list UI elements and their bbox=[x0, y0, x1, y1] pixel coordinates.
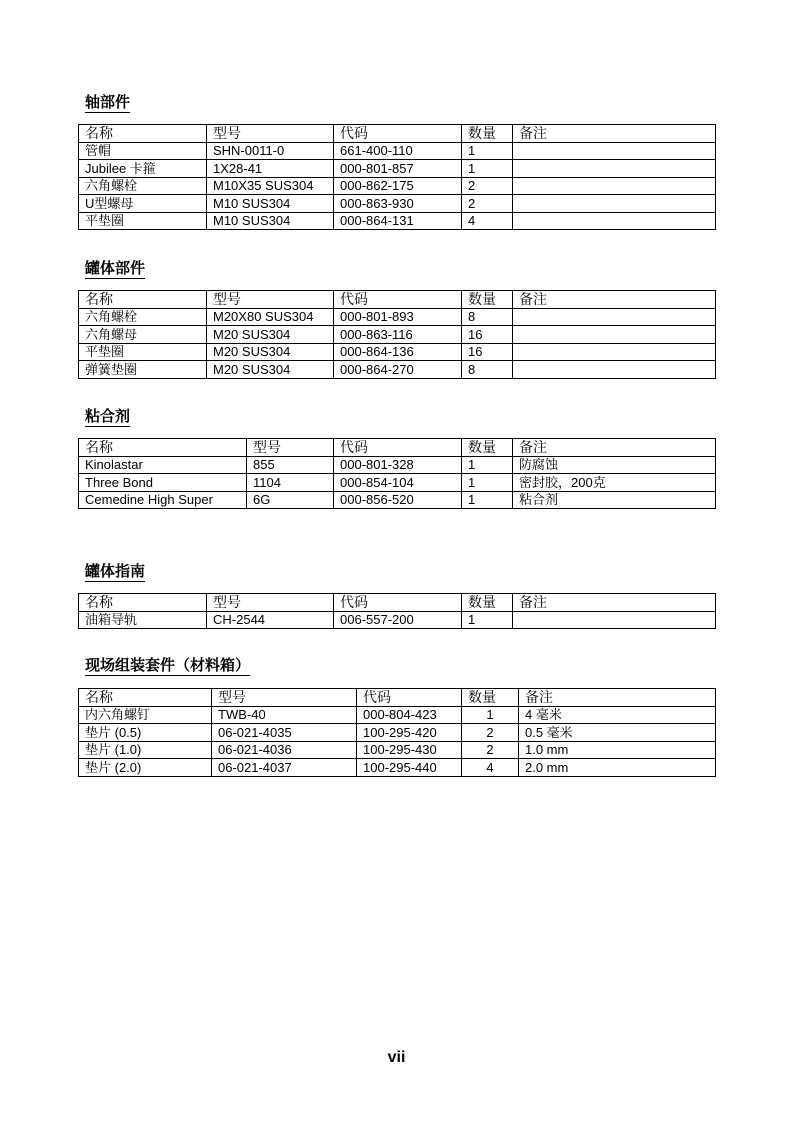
table-row bbox=[79, 706, 716, 724]
cell-model: CH-2544 bbox=[207, 611, 334, 629]
table-row bbox=[79, 456, 716, 474]
cell-remarks bbox=[513, 160, 716, 178]
header-qty: 数量 bbox=[462, 125, 513, 143]
section-title-tank-parts: 罐体部件 bbox=[85, 259, 146, 277]
header-code: 代码 bbox=[334, 439, 462, 457]
cell-code: 000-864-131 bbox=[334, 212, 462, 230]
cell-remarks: 粘合剂 bbox=[513, 491, 716, 509]
header-remarks: 备注 bbox=[513, 439, 716, 457]
header-code: 代码 bbox=[334, 291, 462, 309]
cell-model: 855 bbox=[247, 456, 334, 474]
cell-code: 000-801-893 bbox=[334, 308, 462, 326]
cell-remarks: 防腐蚀 bbox=[513, 456, 716, 474]
cell-qty: 1 bbox=[462, 706, 519, 724]
cell-model: SHN-0011-0 bbox=[207, 142, 334, 160]
section-title-adhesives: 粘合剂 bbox=[85, 407, 131, 425]
header-remarks: 备注 bbox=[513, 125, 716, 143]
cell-model: M20 SUS304 bbox=[207, 343, 334, 361]
cell-code: 000-863-116 bbox=[334, 326, 462, 344]
cell-remarks bbox=[513, 308, 716, 326]
table-row bbox=[79, 195, 716, 213]
cell-code: 661-400-110 bbox=[334, 142, 462, 160]
cell-remarks bbox=[513, 343, 716, 361]
table-row bbox=[79, 212, 716, 230]
header-qty: 数量 bbox=[462, 689, 519, 707]
cell-name: Cemedine High Super bbox=[79, 491, 247, 509]
header-model: 型号 bbox=[207, 291, 334, 309]
cell-code: 006-557-200 bbox=[334, 611, 462, 629]
field-assembly-kit-table bbox=[78, 688, 716, 777]
cell-name: 垫片 (0.5) bbox=[79, 724, 212, 742]
cell-remarks bbox=[513, 611, 716, 629]
cell-qty: 8 bbox=[462, 308, 513, 326]
header-remarks: 备注 bbox=[513, 291, 716, 309]
cell-name: 弹簧垫圈 bbox=[79, 361, 207, 379]
cell-code: 100-295-420 bbox=[357, 724, 462, 742]
tank-parts-table bbox=[78, 290, 716, 379]
cell-model: M10 SUS304 bbox=[207, 195, 334, 213]
table-header-row bbox=[79, 594, 716, 612]
table-row bbox=[79, 491, 716, 509]
cell-name: 垫片 (1.0) bbox=[79, 741, 212, 759]
cell-code: 000-864-136 bbox=[334, 343, 462, 361]
header-qty: 数量 bbox=[462, 439, 513, 457]
cell-model: M10 SUS304 bbox=[207, 212, 334, 230]
header-name: 名称 bbox=[79, 594, 207, 612]
cell-qty: 16 bbox=[462, 326, 513, 344]
table-header-row bbox=[79, 689, 716, 707]
header-model: 型号 bbox=[207, 594, 334, 612]
cell-qty: 2 bbox=[462, 741, 519, 759]
cell-name: 平垫圈 bbox=[79, 343, 207, 361]
adhesives-table bbox=[78, 438, 716, 509]
cell-remarks bbox=[513, 195, 716, 213]
header-code: 代码 bbox=[334, 125, 462, 143]
cell-code: 000-854-104 bbox=[334, 474, 462, 492]
cell-code: 100-295-440 bbox=[357, 759, 462, 777]
cell-model: M20 SUS304 bbox=[207, 326, 334, 344]
table-row bbox=[79, 160, 716, 178]
cell-model: 06-021-4037 bbox=[212, 759, 357, 777]
table-row bbox=[79, 326, 716, 344]
table-row bbox=[79, 759, 716, 777]
section-title-field-assembly-kit: 现场组装套件（材料箱） bbox=[85, 656, 251, 674]
cell-name: 平垫圈 bbox=[79, 212, 207, 230]
cell-name: Jubilee 卡箍 bbox=[79, 160, 207, 178]
cell-model: 6G bbox=[247, 491, 334, 509]
tank-guide-table bbox=[78, 593, 716, 629]
cell-code: 100-295-430 bbox=[357, 741, 462, 759]
page-number: vii bbox=[387, 1049, 406, 1066]
cell-qty: 1 bbox=[462, 474, 513, 492]
cell-qty: 8 bbox=[462, 361, 513, 379]
cell-model: 1X28-41 bbox=[207, 160, 334, 178]
cell-remarks bbox=[513, 326, 716, 344]
cell-remarks: 4 毫米 bbox=[519, 706, 716, 724]
cell-code: 000-804-423 bbox=[357, 706, 462, 724]
header-name: 名称 bbox=[79, 439, 247, 457]
header-model: 型号 bbox=[212, 689, 357, 707]
header-remarks: 备注 bbox=[519, 689, 716, 707]
cell-name: 六角螺栓 bbox=[79, 177, 207, 195]
header-name: 名称 bbox=[79, 125, 207, 143]
cell-code: 000-864-270 bbox=[334, 361, 462, 379]
cell-remarks: 2.0 mm bbox=[519, 759, 716, 777]
cell-qty: 16 bbox=[462, 343, 513, 361]
cell-name: U型螺母 bbox=[79, 195, 207, 213]
cell-remarks: 0.5 毫米 bbox=[519, 724, 716, 742]
cell-qty: 2 bbox=[462, 177, 513, 195]
header-model: 型号 bbox=[247, 439, 334, 457]
cell-remarks bbox=[513, 212, 716, 230]
header-model: 型号 bbox=[207, 125, 334, 143]
table-row bbox=[79, 142, 716, 160]
cell-model: TWB-40 bbox=[212, 706, 357, 724]
header-qty: 数量 bbox=[462, 291, 513, 309]
cell-remarks bbox=[513, 177, 716, 195]
table-row bbox=[79, 177, 716, 195]
cell-name: 内六角螺钉 bbox=[79, 706, 212, 724]
table-row bbox=[79, 343, 716, 361]
table-row bbox=[79, 741, 716, 759]
cell-model: M20 SUS304 bbox=[207, 361, 334, 379]
header-qty: 数量 bbox=[462, 594, 513, 612]
cell-code: 000-801-328 bbox=[334, 456, 462, 474]
cell-qty: 2 bbox=[462, 195, 513, 213]
header-name: 名称 bbox=[79, 689, 212, 707]
cell-remarks bbox=[513, 142, 716, 160]
table-row bbox=[79, 611, 716, 629]
shaft-parts-table bbox=[78, 124, 716, 230]
cell-qty: 4 bbox=[462, 212, 513, 230]
header-code: 代码 bbox=[334, 594, 462, 612]
cell-name: 油箱导轨 bbox=[79, 611, 207, 629]
cell-code: 000-862-175 bbox=[334, 177, 462, 195]
header-name: 名称 bbox=[79, 291, 207, 309]
cell-qty: 1 bbox=[462, 611, 513, 629]
cell-model: M20X80 SUS304 bbox=[207, 308, 334, 326]
cell-remarks: 密封胶，200克 bbox=[513, 474, 716, 492]
cell-model: 1104 bbox=[247, 474, 334, 492]
cell-remarks bbox=[513, 361, 716, 379]
table-header-row bbox=[79, 291, 716, 309]
cell-code: 000-856-520 bbox=[334, 491, 462, 509]
cell-qty: 1 bbox=[462, 491, 513, 509]
cell-qty: 4 bbox=[462, 759, 519, 777]
table-row bbox=[79, 361, 716, 379]
table-header-row bbox=[79, 125, 716, 143]
cell-name: 管帽 bbox=[79, 142, 207, 160]
cell-name: 垫片 (2.0) bbox=[79, 759, 212, 777]
header-code: 代码 bbox=[357, 689, 462, 707]
cell-name: 六角螺母 bbox=[79, 326, 207, 344]
cell-qty: 1 bbox=[462, 142, 513, 160]
header-remarks: 备注 bbox=[513, 594, 716, 612]
cell-code: 000-801-857 bbox=[334, 160, 462, 178]
cell-qty: 2 bbox=[462, 724, 519, 742]
cell-remarks: 1.0 mm bbox=[519, 741, 716, 759]
cell-model: M10X35 SUS304 bbox=[207, 177, 334, 195]
table-row bbox=[79, 724, 716, 742]
cell-name: Kinolastar bbox=[79, 456, 247, 474]
table-row bbox=[79, 474, 716, 492]
section-title-shaft-parts: 轴部件 bbox=[85, 93, 131, 111]
cell-model: 06-021-4036 bbox=[212, 741, 357, 759]
table-row bbox=[79, 308, 716, 326]
cell-qty: 1 bbox=[462, 160, 513, 178]
cell-name: Three Bond bbox=[79, 474, 247, 492]
table-header-row bbox=[79, 439, 716, 457]
cell-name: 六角螺栓 bbox=[79, 308, 207, 326]
cell-model: 06-021-4035 bbox=[212, 724, 357, 742]
cell-code: 000-863-930 bbox=[334, 195, 462, 213]
cell-qty: 1 bbox=[462, 456, 513, 474]
section-title-tank-guide: 罐体指南 bbox=[85, 562, 146, 580]
